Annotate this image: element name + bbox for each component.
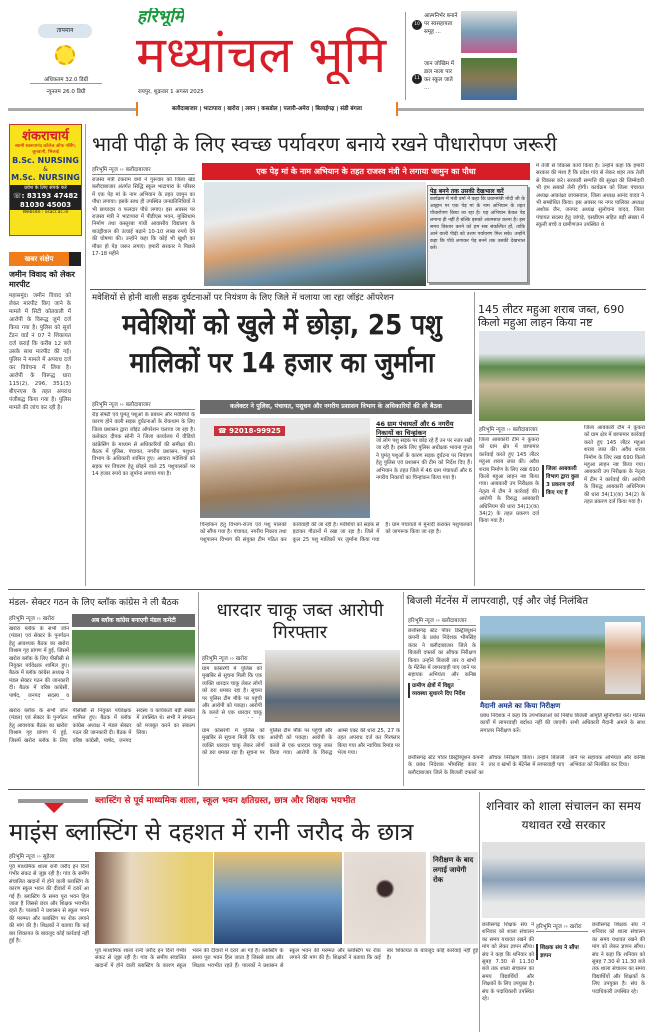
nav-item[interactable]: संडी बंगला xyxy=(340,106,362,112)
teaser-text[interactable]: आत्मनिर्भर बनाने पर स्वसहायता समूह ... xyxy=(424,13,458,35)
story2-headline: मवेशियों को खुले में छोड़ा, 25 पशु मालिकों पर 14 हजार का जुर्माना xyxy=(122,308,442,379)
story1-box-text: कार्यक्रम में मंत्री वर्मा ने कहा कि प्रधानमंत्री मोदी जी के आह्वान पर एक पेड़ मां के नाम अभियान के तहत पौधारोपण किया जा रहा है। यह अभियान केवल पेड़ लगाना ही नहीं है बल्कि इसको आत्मसात करना है। इस समय विस्तार करने को हम सब संकल्पित हों, ताकि आने वाली पीढ़ी को उत्तम पर्यावरण मिल सके। उन्होंने कहा कि पौधे लगाकर पेड़ बनने तक उसकी देखभाल करें। xyxy=(430,197,525,251)
story1-banner: एक पेड़ मां के नाम अभियान के तहत राजस्व मंत्री ने लगाया जामुन का पौधा xyxy=(202,163,530,180)
story2-text2: चिन्हांकन हेतु विभाग-राज्य एवं पशु पालकों को सौंपा गया है। पंचायत, नगरीय निकाय तथा पशुपालन विभाग की संयुक्त टीम गठित कर कार्यवाही की जा रही है। मवेशियों को सड़क से हटाकर गौठानों में रखा जा रहा है। जिले में कुल 25 पशु मालिकों पर जुर्माना किया गया है। ग्राम पंचायतों में मुनादी कराकर पशुपालकों को जागरूक किया जा रहा है। xyxy=(200,522,472,543)
teaser-page-badge: 10 xyxy=(412,20,422,30)
story1-headline: भावी पीढ़ी के लिए स्वच्छ पर्यावरण बनाये रखने पौधारोपण जरूरी xyxy=(92,132,557,156)
story4-photo xyxy=(72,630,195,702)
nursing-ad[interactable] xyxy=(9,124,82,236)
byline: हरिभूमि न्यूज ›› बलौदाबाजार xyxy=(479,427,538,433)
story2-side-text: जो लोग पशु सड़क पर छोड़ रहे हैं उन पर नजर रखी जा रही है। इसके लिए पुलिस अधीक्षक भावना गुप्ता ने घुमंतू पशुओं के कारण सड़क दुर्घटना पर नियंत्रण हेतु पुलिस एवं प्रशासन की टीम को निर्देश दिए हैं। अभियान के तहत जिले में 46 ग्राम पंचायतों और 6 नगरीय निकायों का चिन्हांकन किया गया है। xyxy=(376,438,472,482)
chevron-down-icon xyxy=(44,803,64,813)
story2-headline-box xyxy=(92,306,472,394)
story8-text2: छत्तीसगढ़ शिक्षक संघ ने शनिवार को शाला संचालन का समय यथावत रखने की मांग को लेकर ज्ञापन सौंपा। संघ ने कहा कि शनिवार को सुबह 7.30 से 11.30 बजे तक शाला संचालन का समय विद्यार्थियों और शिक्षकों के लिए उपयुक्त है। संघ के पदाधिकारी उपस्थित रहे। xyxy=(592,922,645,995)
story1-box-title: पेड़ बनने तक उसकी देखभाल करें xyxy=(430,188,504,195)
story8-quote: शिक्षक संघ ने सौंपा ज्ञापन xyxy=(536,944,588,960)
brand-logo: हरिभूमि xyxy=(137,8,184,26)
dateline: रायपुर, शुक्रवार 1 अगस्त 2025 xyxy=(138,89,204,95)
teaser-photo[interactable] xyxy=(461,58,517,100)
ad-phone: ☏: 83193 47482 xyxy=(10,192,81,201)
story4-text: खरोरा ब्लॉक के सभी जोन (मंडल) एवं सेक्टर के पुनर्गठन हेतु आवश्यक बैठक का खरोरा विश्राम गृह प्रांगण में हुई, जिसमें खरोरा ब्लॉक के लिए पीसीसी से नियुक्त पर्यवेक्षक शामिल हुए। बैठक में ब्लॉक कांग्रेस अध्यक्ष ने मंडल सेक्टर गठन की जानकारी दी। बैठक में वरिष्ठ कांग्रेसी, पार्षद, जनपद सदस्य व xyxy=(9,626,69,699)
story1-text: राजस्व मंत्री टंकराम वर्मा ने गुरूवार को जिला खंड बलौदाबाजार अंतर्गत सिद्धि स्कूल भाटापारा के परिसर में एक पेड़ मां के नाम अभियान के तहत जामुन का पौधा लगाया। इसके साथ ही उपस्थित जनप्रतिनिधियों ने भी छायादार व फलदार पौधे लगाए। इस अवसर पर राजस्व मंत्री ने भाटापारा में पीडीएस भवन, मुक्तिधाम निर्माण तथा कस्तूरबा गांधी आवासीय विद्यालय के बाउंड्रीवाल की ऊंचाई बढ़ाने 10-10 लाख रुपये देने की घोषणा की। उन्होंने कहा कि कोई भी खुशी का मौका हो पेड़ जरूर लगाएं। हमारी सरकार ने पिछले 17-18 महीने xyxy=(92,177,195,258)
brief-headline: जमीन विवाद को लेकर मारपीट xyxy=(9,270,75,289)
story1-text2: में तेजी से विकास कार्य किया है। उन्होंने कहा कि हमारी सरकार की मंशा है कि प्रदेश गांव से लेकर शहर तक तेजी से विकास करे। सरकारी सम्पत्ति की सुरक्षा की जिम्मेदारी भी हम सबको लेनी होगी। कार्यक्रम को जिला पंचायत अध्यक्ष आकांक्षा जायसवाल, जिला अध्यक्ष आनंद यादव ने भी सम्बोधित किया। इस अवसर पर नगर पालिका अध्यक्ष अशोक जैन, जनपद अध्यक्ष सुलोचना यादव, जिला पंचायत सदस्य हेतु जांगड़े, एसडीएम सहित बड़ी संख्या में स्कूली बच्चे व ग्रामीणजन उपस्थित थे xyxy=(536,163,644,229)
nav-item[interactable]: बिलाईगढ़ xyxy=(315,106,335,112)
weather-max: अधिकतम 32.0 डिग्री xyxy=(30,75,102,84)
byline: हरिभूमि न्यूज ›› बलौदाबाजार xyxy=(408,616,476,626)
story7-headline: माइंस ब्लास्टिंग से दहशत में रानी जरौद के छात्र xyxy=(9,818,414,846)
story2-photo xyxy=(200,418,370,518)
nav-item[interactable]: पलारी-अमेरा xyxy=(283,106,310,112)
nav-item[interactable]: खरोरा xyxy=(227,106,240,112)
story6-photo xyxy=(480,616,645,700)
brief-label-tab xyxy=(69,252,81,266)
ad-phone: 81030 45003 xyxy=(10,201,81,210)
story6-text3: छत्तीसगढ़ स्टेट पॉवर डिस्ट्रीब्यूशन कंपनी के प्रबंध निदेशक भीमसिंह कंवर ने बलौदाबाजार जिले के बिजली दफ्तरों का औचक निरीक्षण किया। उन्होंने बिजली तार व खंभों के मेंटेनेंस में लापरवाही पाए जाने पर सहायक अभियंता और कनिष्ठ अभियंता को निलंबित कर दिया। xyxy=(408,755,645,776)
story2-side-title: 46 ग्राम पंचायतों और 6 नगरीय निकायों का चिन्हांकन xyxy=(376,420,454,437)
teaser-page-badge: 11 xyxy=(412,74,422,84)
nav-item[interactable]: कसडोल xyxy=(261,106,278,112)
story6-text: छत्तीसगढ़ स्टेट पॉवर डिस्ट्रीब्यूशन कंपनी के प्रबंध निदेशक भीमसिंह कंवर ने बलौदाबाजार जिले के बिजली दफ्तरों का औचक निरीक्षण किया। उन्होंने बिजली तार व खंभों के मेंटेनेंस में लापरवाही पाए जाने पर सहायक अभियंता और कनिष्ठ xyxy=(408,628,476,679)
story6-caption: मैदानी अमले का किया निरीक्षण xyxy=(480,702,561,710)
byline: हरिभूमि न्यूज ›› सुहेला xyxy=(9,852,89,862)
teaser-photo[interactable] xyxy=(461,11,517,53)
story4-headline: मंडल- सेक्टर गठन के लिए ब्लॉक कांग्रेस ने ली बैठक xyxy=(9,598,179,608)
story7-kicker: ब्लास्टिंग से पूर्व माध्यमिक शाला, स्कूल भवन क्षतिग्रस्त, छात्र और शिक्षक भयभीत xyxy=(95,796,356,806)
story2-banner: कलेक्टर ने पुलिस, पंचायत, पशुधन और नगरीय प्रशासन विभाग के अधिकारियों की ली बैठक xyxy=(200,400,472,414)
story6-quote: ग्रामीण क्षेत्रों में विद्युत व्यवस्था सुधारने दिए निर्देश xyxy=(408,683,468,698)
ad-amp: & xyxy=(43,166,48,173)
school-wall-photo xyxy=(95,852,213,944)
brief-label: खबर संक्षेप xyxy=(9,252,69,266)
story4-text2: खरोरा ब्लॉक के सभी जोन (मंडल) एवं सेक्टर के पुनर्गठन हेतु आवश्यक बैठक का खरोरा विश्राम गृह प्रांगण में हुई, जिसमें खरोरा ब्लॉक के लिए पीसीसी से नियुक्त पर्यवेक्षक शामिल हुए। बैठक में ब्लॉक कांग्रेस अध्यक्ष ने मंडल सेक्टर गठन की जानकारी दी। बैठक में वरिष्ठ कांग्रेसी, पार्षद, जनपद सदस्य व कार्यकर्ता बड़ी संख्या में उपस्थित थे। सभी ने संगठन को मजबूत करने का संकल्प लिया। xyxy=(9,708,195,744)
sun-icon xyxy=(55,45,75,65)
weather-min: न्यूनतम 26.0 डिग्री xyxy=(46,89,86,95)
story3-photo xyxy=(479,331,645,421)
teaser-text[interactable]: जान जोखिम में डाल नाला पार कर स्कूल जाते ... xyxy=(424,61,455,91)
story1-photo xyxy=(204,182,426,286)
classroom-photo xyxy=(214,852,342,944)
story2-text: रोड़ सेफ्टी एवं घुमंतू पशुओं के प्रबंधन और मवेशियों के कारण होने वाली सड़क दुर्घटनाओं के रोकथाम के लिए जिला प्रशासन द्वारा जॉइंट ऑपरेशन चलाया जा रहा है। कलेक्टर दीपक सोनी ने जिला कार्यालय में वीडियो कांफ्रेंसिंग के माध्यम से अधिकारियों की समीक्षा की। बैठक में पुलिस, पंचायत, नगरीय प्रशासन, पशुधन विभाग के अधिकारी शामिल हुए। आवारा मवेशियों को सड़क पर विचरण हेतु छोड़ने वाले 25 पशुपालकों पर 14 हजार रुपये का जुर्माना लगाया गया है। xyxy=(92,412,195,478)
brief-text: महासमुंद। जमीन विवाद को लेकर मारपीट किए जाने के मामले में सिटी कोतवाली में आरोपी के विरूद्ध जुर्म दर्ज किया गया है। पुलिस को सूर्या टेंडन वार्ड नं 07 ने शिकायत दर्ज कराई कि करीब 12 बजे उसके साथ मारपीट की गई। पुलिस ने मामले में अपराध दर्ज कर विवेचना में लिया है। आरोपी के विरूद्ध धारा 115(2), 296, 351(3) बीएनएस के तहत अपराध पंजीबद्ध किया गया है। पुलिस मामले की जांच कर रही है। xyxy=(9,293,71,411)
nav-item[interactable]: बलौदाबाजार xyxy=(171,106,198,112)
official-portrait xyxy=(605,622,641,694)
byline: हरिभूमि न्यूज ›› खरोरा xyxy=(202,654,262,664)
story4-banner: अब ब्लॉक कांग्रेस बनाएगी मंडल कमेटी xyxy=(72,614,195,627)
byline: हरिभूमि न्यूज ›› खरोरा xyxy=(9,614,69,624)
ad-college: स्वामी स्वरूपानंद कॉलेज ऑफ नर्सिंग, जुनवानी, भिलाई xyxy=(14,144,77,155)
byline: हरिभूमि न्यूज ›› बलौदाबाजार xyxy=(92,400,195,410)
story8-text: छत्तीसगढ़ शिक्षक संघ ने शनिवार को शाला संचालन का समय यथावत रखने की मांग को लेकर ज्ञापन सौंपा। संघ ने कहा कि शनिवार को सुबह 7.30 से 11.30 बजे तक शाला संचालन का समय विद्यार्थियों और शिक्षकों के लिए उपयुक्त है। संघ के पदाधिकारी उपस्थित रहे। xyxy=(482,922,534,1003)
story7-sidebar: निरीक्षण के बाद लगाई जायेगी रोक xyxy=(430,852,478,944)
weather-label: तापमान xyxy=(38,24,92,38)
ad-course: B.Sc. NURSING xyxy=(12,156,79,165)
crack-photo xyxy=(344,852,426,944)
story7-text: पूर्व माध्यमिक शाला रानी जरौद इन दिनों गंभीर संकट से जूझ रही है। गांव के समीप संचालित खदानों में होने वाली ब्लास्टिंग के कारण स्कूल भवन की दीवारों में दरारें आ गई हैं। ब्लास्टिंग के समय पूरा भवन हिल जाता है जिससे छात्र और शिक्षक भयभीत रहते हैं। पालकों ने प्रशासन से स्कूल भवन की मरम्मत और ब्लास्टिंग पर रोक लगाने की मांग की है। शिक्षकों ने बताया कि कई बार शिकायत के बावजूद कोई कार्रवाई नहीं हुई है। xyxy=(9,864,89,945)
helpline-number: ☎ 92018-99925 xyxy=(214,426,285,436)
story3-quote: जिला आबकारी विभाग द्वारा कुल 3 प्रकरण दर्ज किए गए हैं xyxy=(542,465,582,497)
story6-headline: बिजली मेंटनेंस में लापरवाही, एई और जेई निलंबित xyxy=(407,596,589,607)
ad-contact: प्रवेश के लिए संपर्क करें xyxy=(10,185,81,192)
nav-item[interactable]: भाटापारा xyxy=(203,106,222,112)
story8-photo xyxy=(482,842,645,918)
byline: हरिभूमि न्यूज ›› खरोरा xyxy=(536,922,588,932)
story5-headline: धारदार चाकू जब्त आरोपी गिरफ्तार xyxy=(216,600,384,643)
masthead-title: मध्यांचल भूमि xyxy=(136,26,387,84)
story3-text-cont: जिला आबकारी टीम ने कुकरा को ग्राम क्षेत्र में छापामार कार्रवाई करते हुए 145 लीटर महुआ शराब जब्त की। अवैध शराब निर्माण के लिए रखा 690 किलो महुआ लाहन नष्ट किया गया। आबकारी उप निरीक्षक के नेतृत्व में टीम ने कार्रवाई की। आरोपी के विरुद्ध आबकारी अधिनियम की धारा 34(1)(क) 34(2) के तहत प्रकरण दर्ज किया गया है। xyxy=(584,425,645,506)
city-nav: बलौदाबाजार | भाटापारा | खरोरा | लवन | कसडोल | पलारी-अमेरा | बिलाईगढ़ | संडी बंगला xyxy=(136,102,398,116)
story2-kicker: मवेशियों से होनी वाली सड़क दुर्घटनाओं पर नियंत्रण के लिए जिले में चलाया जा रहा जॉइंट ऑपरेशन xyxy=(92,293,394,303)
nav-item[interactable]: लवन xyxy=(245,106,256,112)
ad-title: शंकराचार्य xyxy=(22,129,69,144)
story5-text: ग्राम कोसरंगी में पुलिस को मुखबिर से सूचना मिली कि एक व्यक्ति धारदार चाकू लेकर लोगों को डरा धमका रहा है। सूचना पर पुलिस टीम मौके पर पहुंची और आरोपी को पकड़ा। आरोपी के कब्जे से एक धारदार चाकू xyxy=(202,666,262,717)
ad-course: M.Sc. NURSING xyxy=(11,173,80,182)
story3-headline: 145 लीटर महुआ शराब जब्त, 690 किलो महुआ लाहन किया नष्ट xyxy=(478,303,625,329)
ad-website: Website : ssacr.ac.in xyxy=(22,210,69,215)
story5-text2: ग्राम कोसरंगी में पुलिस को मुखबिर से सूचना मिली कि एक व्यक्ति धारदार चाकू लेकर लोगों को डरा धमका रहा है। सूचना पर पुलिस टीम मौके पर पहुंची और आरोपी को पकड़ा। आरोपी के कब्जे से एक धारदार चाकू जब्त किया गया। आरोपी के विरुद्ध आर्म्स एक्ट की धारा 25, 27 के तहत अपराध दर्ज कर गिरफ्तार किया गया और न्यायिक रिमांड पर भेजा गया। xyxy=(202,728,400,757)
story3-text: जिला आबकारी टीम ने कुकरा को ग्राम क्षेत्र में छापामार कार्रवाई करते हुए 145 लीटर महुआ शराब जब्त की। अवैध शराब निर्माण के लिए रखा 690 किलो महुआ लाहन नष्ट किया गया। आबकारी उप निरीक्षक के नेतृत्व में टीम ने कार्रवाई की। आरोपी के विरुद्ध आबकारी अधिनियम की धारा 34(1)(क) 34(2) के तहत प्रकरण दर्ज किया गया है। xyxy=(479,437,539,525)
story7-text2: पूर्व माध्यमिक शाला रानी जरौद इन दिनों गंभीर संकट से जूझ रही है। गांव के समीप संचालित खदानों में होने वाली ब्लास्टिंग के कारण स्कूल भवन की दीवारों में दरारें आ गई हैं। ब्लास्टिंग के समय पूरा भवन हिल जाता है जिससे छात्र और शिक्षक भयभीत रहते हैं। पालकों ने प्रशासन से स्कूल भवन की मरम्मत और ब्लास्टिंग पर रोक लगाने की मांग की है। शिक्षकों ने बताया कि कई बार शिकायत के बावजूद कोई कार्रवाई नहीं हुई है। xyxy=(95,948,478,969)
story5-photo xyxy=(265,650,400,722)
byline: हरिभूमि न्यूज ›› बलौदाबाजार xyxy=(92,165,195,175)
story8-headline: शनिवार को शाला संचालन का समय यथावत रखे सरकार xyxy=(486,799,641,832)
story6-text2: प्रबंध निदेशक ने कहा कि उपभोक्ताओं को निर्बाध बिजली आपूर्ति सुनिश्चित करें। मेंटेनेंस कार्यों में लापरवाही बर्दाश्त नहीं की जाएगी। सभी अधिकारी मैदानी अमले के साथ लगातार निरीक्षण करें। xyxy=(480,713,645,734)
